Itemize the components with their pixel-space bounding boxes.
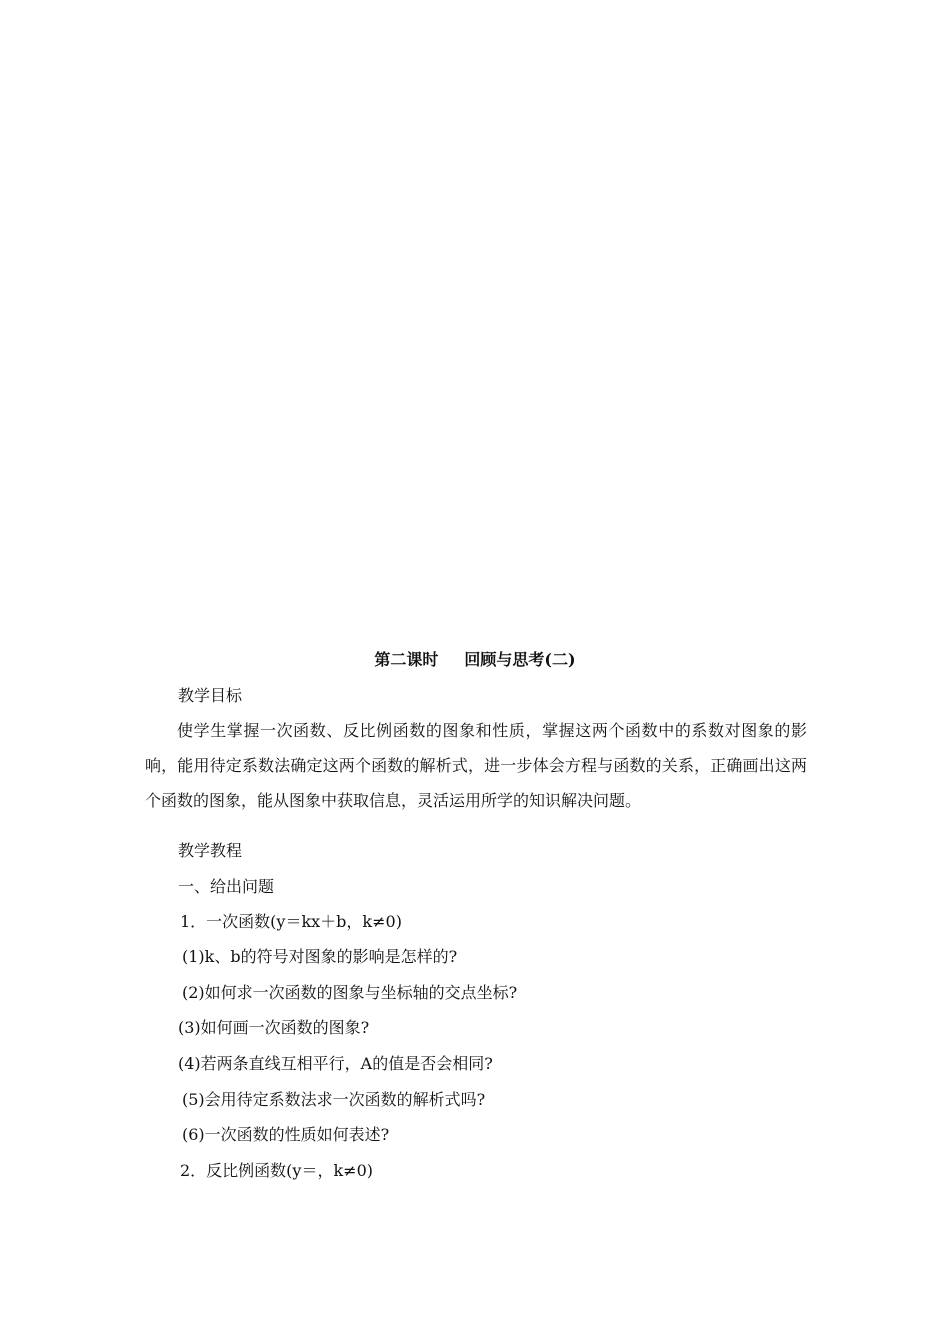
question-1-item-2: (2)如何求一次函数的图象与坐标轴的交点坐标? bbox=[182, 983, 518, 1002]
goal-paragraph: 使学生掌握一次函数、反比例函数的图象和性质，掌握这两个函数中的系数对图象的影响，能用待定系数法确定这两个函数的解析式，进一步体会方程与函数的关系，正确画出这两个函数的图象，能从图象中获取信息，灵活运用所学的知识解决问题。 bbox=[145, 721, 807, 810]
section-heading-goal: 教学目标 bbox=[178, 686, 243, 705]
part-one-heading: 一、给出问题 bbox=[178, 877, 275, 896]
question-1-item-1: (1)k、b的符号对图象的影响是怎样的? bbox=[182, 947, 458, 966]
question-1-item-4: (4)若两条直线互相平行，A的值是否会相同? bbox=[178, 1054, 493, 1073]
section-heading-process: 教学教程 bbox=[178, 841, 243, 860]
lesson-title-part2: 回顾与思考(二) bbox=[464, 650, 576, 669]
question-2-heading: 2．反比例函数(y＝，k≠0) bbox=[180, 1161, 373, 1180]
question-1-heading: 1．一次函数(y＝kx＋b，k≠0) bbox=[180, 912, 402, 931]
question-1-item-6: (6)一次函数的性质如何表述? bbox=[182, 1125, 390, 1144]
question-1-item-3: (3)如何画一次函数的图象? bbox=[178, 1018, 370, 1037]
lesson-title bbox=[0, 650, 950, 670]
lesson-title-part1: 第二课时 bbox=[374, 650, 439, 669]
question-1-item-5: (5)会用待定系数法求一次函数的解析式吗? bbox=[182, 1090, 486, 1109]
